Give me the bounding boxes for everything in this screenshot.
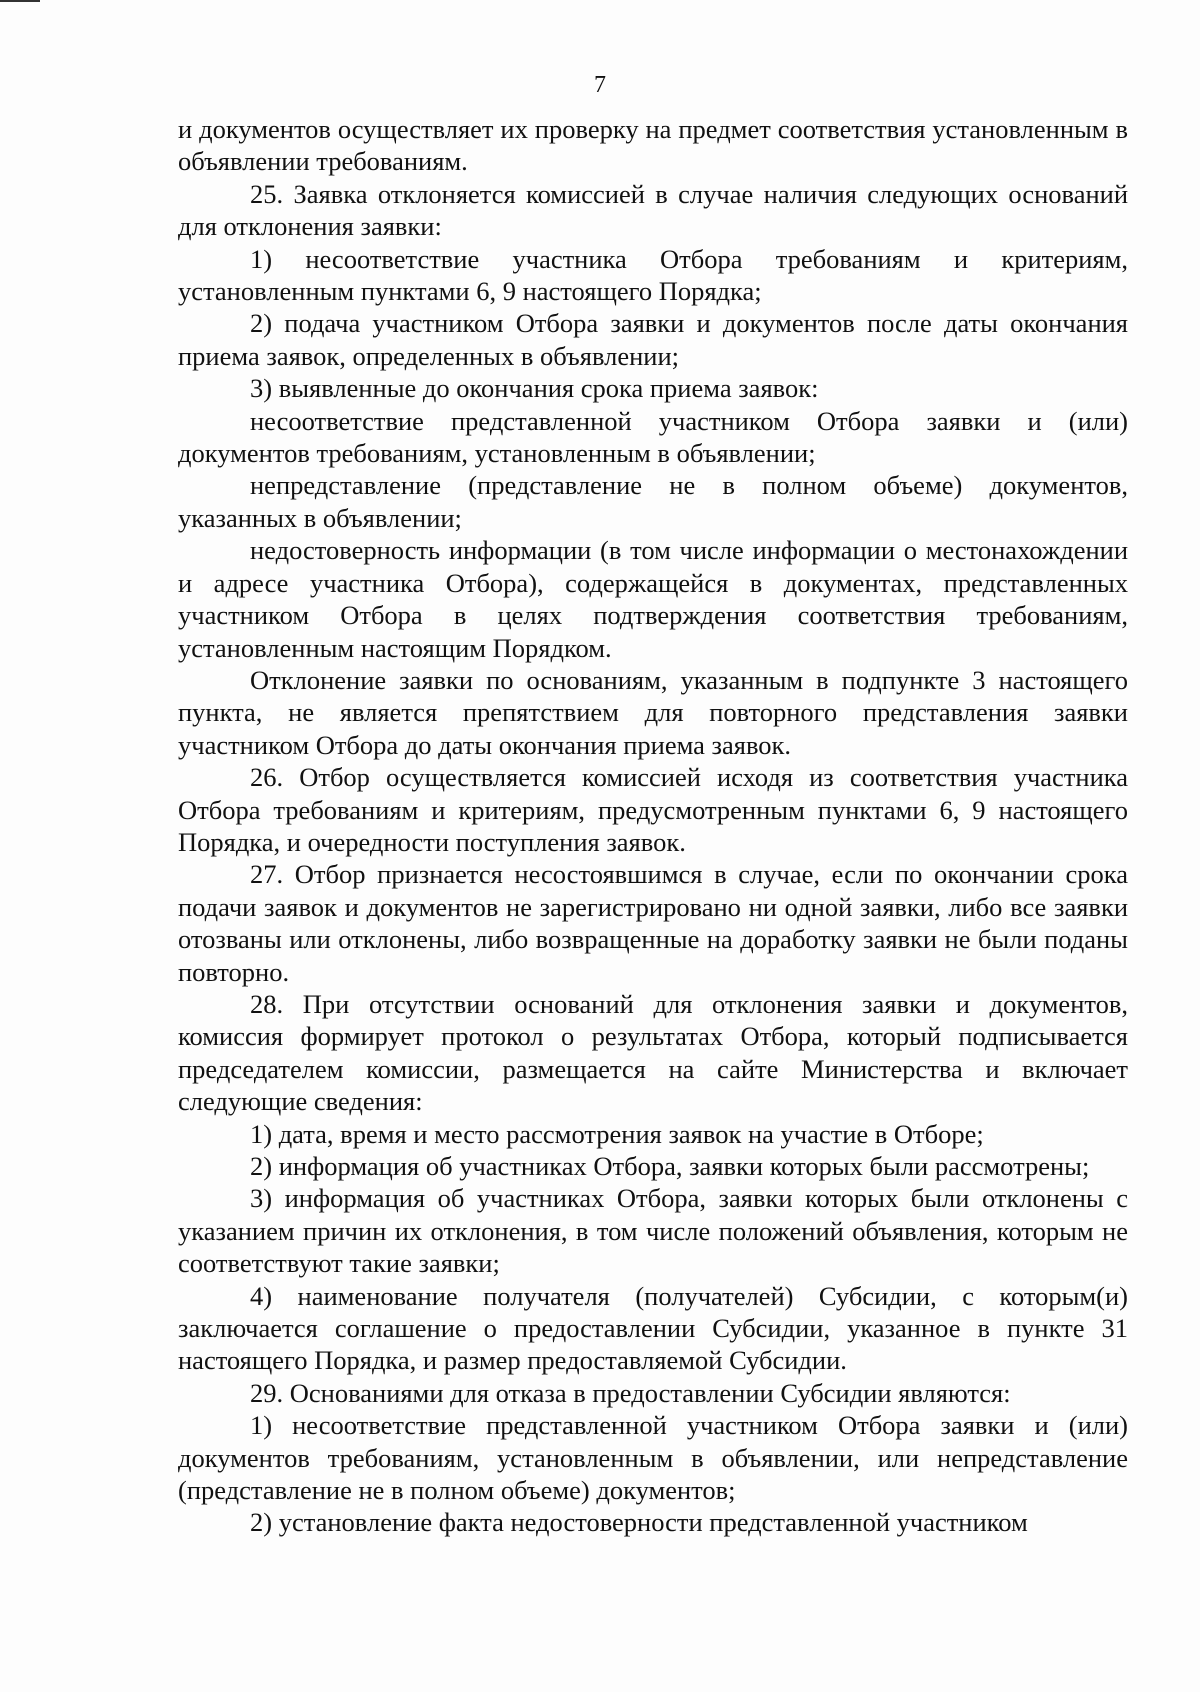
document-body xyxy=(178,113,1128,1539)
paragraph: 2) информация об участниках Отбора, заявки которых были рассмотрены; xyxy=(250,1151,1090,1181)
paragraph: 26. Отбор осуществляется комиссией исходя из соответствия участника Отбора требованиям и критериям, предусмотренным пунктами 6, 9 настоящего Порядка, и очередности поступления заявок. xyxy=(178,762,1128,857)
scan-edge-mark xyxy=(0,0,40,2)
paragraph: 27. Отбор признается несостоявшимся в случае, если по окончании срока подачи заявок и документов не зарегистрировано ни одной заявки, либо все заявки отозваны или отклонены, либо возвращенные на доработку заявки не были поданы повторно. xyxy=(178,859,1128,987)
paragraph: 28. При отсутствии оснований для отклонения заявки и документов, комиссия формирует протокол о результатах Отбора, который подписывается председателем комиссии, размещается на сайте Министерства и включает следующие сведения: xyxy=(178,988,1128,1117)
paragraph: 2) подача участником Отбора заявки и документов после даты окончания приема заявок, определенных в объявлении; xyxy=(178,308,1128,371)
paragraph: 1) несоответствие участника Отбора требованиям и критериям, установленным пунктами 6, 9 настоящего Порядка; xyxy=(178,243,1128,307)
paragraph: и документов осуществляет их проверку на предмет соответствия установленным в объявлении требованиям. xyxy=(178,114,1128,177)
paragraph: 3) информация об участниках Отбора, заявки которых были отклонены с указанием причин их отклонения, в том числе положений объявления, которым не соответствуют такие заявки; xyxy=(178,1183,1128,1279)
paragraph: Отклонение заявки по основаниям, указанным в подпункте 3 настоящего пункта, не является препятствием для повторного представления заявки участником Отбора до даты окончания приема заявок. xyxy=(178,664,1128,760)
page-number: 7 xyxy=(594,72,606,98)
paragraph: 29. Основаниями для отказа в предоставлении Субсидии являются: xyxy=(250,1377,1011,1408)
paragraph: непредставление (представление не в полном объеме) документов, указанных в объявлении; xyxy=(178,470,1128,533)
paragraph: 1) несоответствие представленной участником Отбора заявки и (или) документов требованиям, установленным в объявлении, или непредставление (представление не в полном объеме) документов; xyxy=(178,1410,1128,1506)
paragraph: 4) наименование получателя (получателей) Субсидии, с которым(и) заключается соглашение о предоставлении Субсидии, указанное в пункте 31 настоящего Порядка, и размер предоставляемой Субсидии. xyxy=(178,1280,1128,1376)
paragraph: 25. Заявка отклоняется комиссией в случае наличия следующих оснований для отклонения заявки: xyxy=(178,178,1128,242)
paragraph: недостоверность информации (в том числе информации о местонахождении и адресе участника Отбора), содержащейся в документах, представленных участником Отбора в целях подтверждения соответствия требованиям, установленным настоящим Порядком. xyxy=(178,535,1128,663)
paragraph: несоответствие представленной участником Отбора заявки и (или) документов требованиям, установленным в объявлении; xyxy=(178,405,1128,469)
paragraph: 2) установление факта недостоверности представленной участником xyxy=(250,1507,1028,1538)
paragraph: 1) дата, время и место рассмотрения заявок на участие в Отборе; xyxy=(250,1118,984,1149)
paragraph: 3) выявленные до окончания срока приема заявок: xyxy=(250,373,819,404)
